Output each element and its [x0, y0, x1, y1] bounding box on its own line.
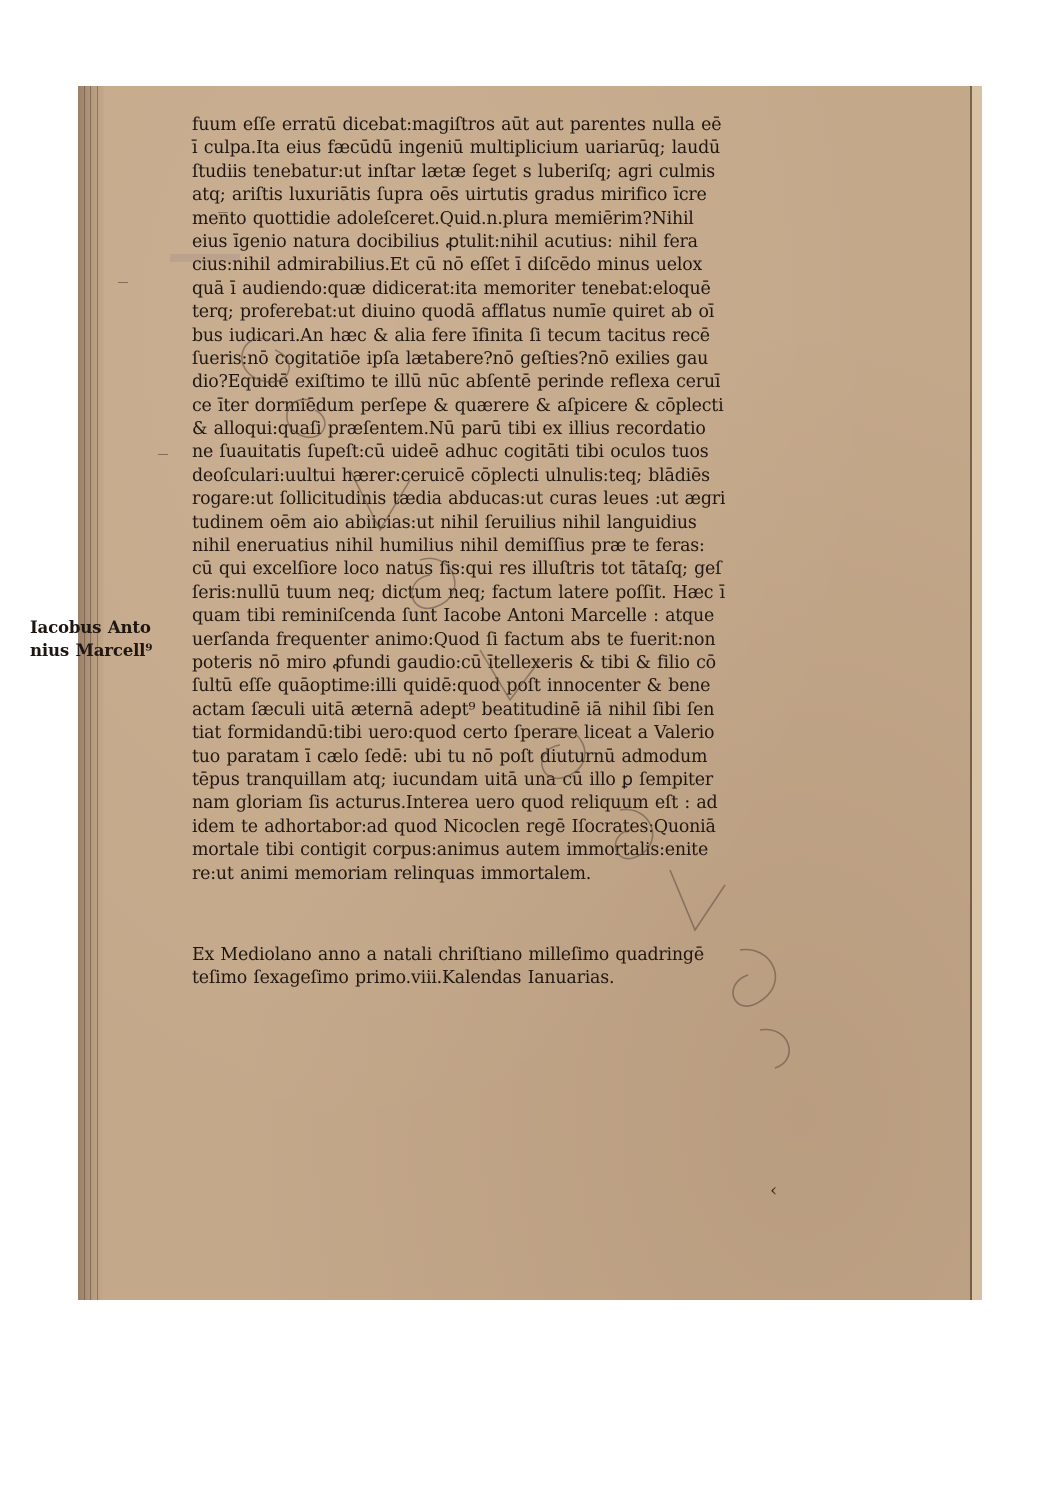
text-line: mortale tibi contigit corpus:animus autem immortalis:enite [192, 840, 709, 861]
text-line: ſtudiis tenebatur:ut inſtar lætæ ſeget s luberiſq; agri culmis [192, 161, 715, 182]
text-line: & alloqui:quaſi præſentem.Nū parū tibi ex illius recordatio [192, 419, 706, 440]
page-edge-line [970, 86, 972, 1300]
text-line: fuum eſſe erratū dicebat:magiſtros aūt aut parentes nulla eē [192, 115, 722, 135]
text-line: ſueris:nō cogitatiōe ipſa lætabere?nō geſties?nō exilies gau [192, 348, 709, 369]
binding-gutter [78, 86, 104, 1300]
text-line: terq; proferebat:ut diuino quodā afflatus numīe quiret ab oī [192, 302, 715, 323]
colophon-line: teſimo ſexageſimo primo.viii.Kalendas Ianuarias. [192, 968, 615, 989]
text-line: idem te adhortabor:ad quod Nicoclen regē Iſocrates:Quoniā [192, 816, 716, 837]
main-text-block [192, 114, 814, 886]
text-line: atq; ariſtis luxuriātis ſupra oēs uirtutis gradus mirifico īcre [192, 185, 707, 206]
text-line: eius īgenio natura docibilius ꝓtulit:nihil acutius: nihil fera [192, 231, 698, 252]
page-edge-shade [972, 86, 982, 1300]
text-line: ne ſuauitatis ſupeſt:cū uideē adhuc cogitāti tibi oculos tuos [192, 442, 709, 463]
text-line: nihil eneruatius nihil humilius nihil demiſſius præ te feras: [192, 536, 705, 557]
text-line: rogare:ut ſollicitudinis tædia abducas:ut curas leues :ut ægri [192, 489, 726, 510]
text-line: quā ī audiendo:quæ didicerat:ita memoriter tenebat:eloquē [192, 278, 711, 299]
text-line: tiat formidandū:tibi uero:quod certo ſperare liceat a Valerio [192, 723, 715, 744]
margin-tick [158, 454, 168, 455]
text-line: tudinem oēm aio abiicias:ut nihil ſeruilius nihil languidius [192, 512, 697, 533]
text-line: uerſanda frequenter animo:Quod ſi factum abs te fuerit:non [192, 629, 716, 650]
text-line: re:ut animi memoriam relinquas immortalem. [192, 863, 592, 884]
text-line: deoſculari:uultui hærer:ceruicē cōplecti ulnulis:teq; blādiēs [192, 465, 710, 486]
text-line: actam ſæculi uitā æternā adept⁹ beatitudinē iā nihil ſibi ſen [192, 699, 715, 720]
text-line: ī culpa.Ita eius fæcūdū ingeniū multiplicium uariarūq; laudū [192, 138, 721, 159]
marginal-note [30, 616, 190, 663]
text-line: cū qui excelſiore loco natus ſis:qui res illuſtris tot tātaſq; geſ [192, 559, 722, 580]
text-line: tēpus tranquillam atq; iucundam uitā una cū illo ꝑ ſempiter [192, 769, 714, 790]
gutter-line [97, 86, 98, 1300]
text-line: tuo paratam ī cælo ſedē: ubi tu nō poſt diuturnū admodum [192, 746, 708, 767]
text-line: dio?Equidē exiſtimo te illū nūc abſentē perinde reflexa ceruī [192, 372, 721, 393]
text-line: bus iudicari.An hæc & alia fere īfinita ſi tecum tacitus recē [192, 325, 710, 346]
colophon [192, 944, 832, 991]
gutter-line [84, 86, 85, 1300]
text-line: poteris nō miro ꝓfundi gaudio:cū ītellexeris & tibi & filio cō [192, 652, 716, 673]
marginal-note-line: Iacobus Anto [30, 617, 151, 637]
marginal-note-line: nius Marcell⁹ [30, 640, 153, 661]
text-line: ſultū eſſe quāoptime:illi quidē:quod poſt innocenter & bene [192, 676, 711, 697]
pencil-mark: ‹ [770, 1180, 778, 1201]
text-line: ce īter dormiēdum perſepe & quærere & aſpicere & cōplecti [192, 395, 724, 416]
text-line: ſeris:nullū tuum neq; dictum neq; factum latere poſſit. Hæc ī [192, 582, 726, 603]
text-line: nam gloriam ſis acturus.Interea uero quod reliquum eſt : ad [192, 793, 718, 814]
text-line: mento quottidie adoleſceret.Quid.n.plura memiērim?Nihil [192, 208, 694, 229]
margin-tick [118, 282, 128, 283]
gutter-line [90, 86, 91, 1300]
text-line: cius:nihil admirabilius.Et cū nō eſſet ī diſcēdo minus uelox [192, 255, 703, 276]
text-line: quam tibi reminiſcenda ſunt Iacobe Antoni Marcelle : atque [192, 606, 715, 627]
colophon-line: Ex Mediolano anno a natali chriſtiano milleſimo quadringē [192, 945, 704, 965]
